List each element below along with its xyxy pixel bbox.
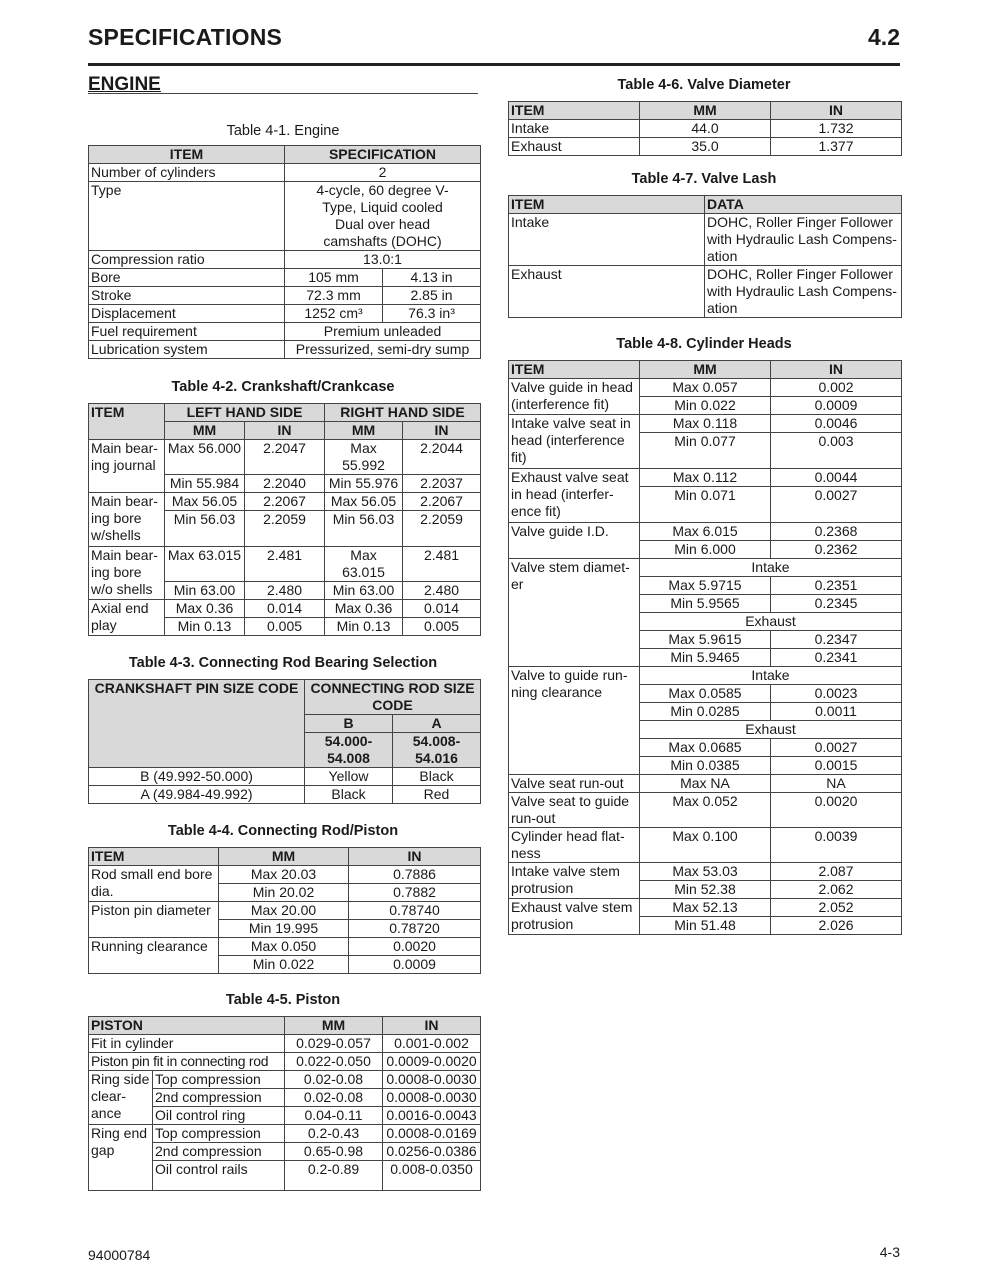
table-row: Valve seat to guide run-out Max 0.052 0.0020 — [509, 793, 902, 828]
table-row: Exhaust — [509, 613, 902, 631]
document-number: 94000784 — [88, 1247, 151, 1263]
table-4-5-caption: Table 4-5. Piston — [225, 992, 341, 1008]
col-header: LEFT HAND SIDE — [165, 404, 325, 422]
table-row: Ring side clear-ance Top compression 0.02-0.08 0.0008-0.0030 — [89, 1071, 481, 1089]
table-row: Min 56.03 2.2059 Min 56.03 2.2059 — [89, 511, 481, 547]
table-row: Min 0.13 0.005 Min 0.13 0.005 — [89, 618, 481, 636]
table-row: Main bear-ing journal Max 56.000 2.2047 Max 55.992 2.2044 — [89, 440, 481, 475]
table-row: Exhaust 35.0 1.377 — [509, 138, 902, 156]
col-header: ITEM — [509, 196, 705, 214]
col-header: ITEM — [509, 361, 640, 379]
table-row: Main bear-ing bore w/shells Max 56.05 2.2067 Max 56.05 2.2067 — [89, 493, 481, 511]
table-row: Max 0.0685 0.0027 — [509, 739, 902, 757]
col-header: ITEM — [89, 146, 285, 164]
col-header: MM — [165, 422, 245, 440]
col-header: 54.008-54.016 — [393, 733, 481, 768]
table-4-1-caption: Table 4-1. Engine — [226, 123, 340, 139]
table-row: Cylinder head flat-ness Max 0.100 0.0039 — [509, 828, 902, 863]
col-header: IN — [771, 102, 902, 120]
table-row: Rod small end bore dia. Max 20.03 0.7886 — [89, 866, 481, 884]
col-header: CRANKSHAFT PIN SIZE CODE — [89, 680, 305, 768]
col-header: IN — [403, 422, 481, 440]
table-row: Min 20.02 0.7882 — [89, 884, 481, 902]
table-4-5-piston — [88, 1016, 481, 1191]
table-4-2-crankshaft — [88, 403, 481, 636]
table-row: Min 0.022 0.0009 — [89, 956, 481, 974]
col-header: DATA — [705, 196, 902, 214]
col-header: ITEM — [89, 848, 219, 866]
table-row: Valve to guide run-ning clearance Intake — [509, 667, 902, 685]
table-row: Axial end play Max 0.36 0.014 Max 0.36 0.014 — [89, 600, 481, 618]
table-row: Exhaust — [509, 721, 902, 739]
header-rule — [88, 63, 900, 66]
col-header: 54.000-54.008 — [305, 733, 393, 768]
table-row: Ring end gap Top compression 0.2-0.43 0.0008-0.0169 — [89, 1125, 481, 1143]
col-header: MM — [640, 361, 771, 379]
table-row: Stroke 72.3 mm 2.85 in — [89, 287, 481, 305]
col-header: MM — [640, 102, 771, 120]
table-row: A (49.984-49.992) Black Red — [89, 786, 481, 804]
table-row: Fit in cylinder 0.029-0.057 0.001-0.002 — [89, 1035, 481, 1053]
table-row: Piston pin diameter Max 20.00 0.78740 — [89, 902, 481, 920]
table-row: Valve stem diamet-er Intake — [509, 559, 902, 577]
col-header: IN — [383, 1017, 481, 1035]
table-row: Type 4-cycle, 60 degree V-Type, Liquid cooled Dual over head camshafts (DOHC) — [89, 182, 481, 251]
table-4-4-caption: Table 4-4. Connecting Rod/Piston — [167, 823, 399, 839]
col-header: IN — [349, 848, 481, 866]
table-row: Max 5.9715 0.2351 — [509, 577, 902, 595]
section-number: 4.2 — [868, 24, 900, 50]
table-row: B (49.992-50.000) Yellow Black — [89, 768, 481, 786]
table-4-2-caption: Table 4-2. Crankshaft/Crankcase — [171, 379, 395, 395]
col-header: ITEM — [509, 102, 640, 120]
table-row: Intake DOHC, Roller Finger Follower with Hydraulic Lash Compens-ation — [509, 214, 902, 266]
table-row: Min 55.984 2.2040 Min 55.976 2.2037 — [89, 475, 481, 493]
col-header: SPECIFICATION — [285, 146, 481, 164]
table-row: Exhaust valve seat in head (interfer-ence fit) Max 0.112 0.0044 — [509, 469, 902, 487]
col-header: RIGHT HAND SIDE — [325, 404, 481, 422]
table-row: Min 19.995 0.78720 — [89, 920, 481, 938]
table-4-6-caption: Table 4-6. Valve Diameter — [617, 77, 791, 93]
table-row: Valve seat run-out Max NA NA — [509, 775, 902, 793]
table-row: Min 5.9565 0.2345 — [509, 595, 902, 613]
table-row: Lubrication system Pressurized, semi-dry sump — [89, 341, 481, 359]
table-row: Number of cylinders 2 — [89, 164, 481, 182]
table-row: Min 0.0285 0.0011 — [509, 703, 902, 721]
col-header: A — [393, 715, 481, 733]
table-row: 2nd compression 0.65-0.98 0.0256-0.0386 — [89, 1143, 481, 1161]
table-row: Displacement 1252 cm³ 76.3 in³ — [89, 305, 481, 323]
col-header: MM — [285, 1017, 383, 1035]
table-row: Exhaust valve stem protrusion Max 52.13 2.052 — [509, 899, 902, 917]
table-row: Min 0.0385 0.0015 — [509, 757, 902, 775]
table-4-3-rod-bearing — [88, 679, 481, 804]
page-header-title: SPECIFICATIONS — [88, 24, 283, 50]
col-header: PISTON — [89, 1017, 285, 1035]
col-header: MM — [219, 848, 349, 866]
col-header: MM — [325, 422, 403, 440]
table-row: Main bear-ing bore w/o shells Max 63.015 2.481 Max 63.015 2.481 — [89, 547, 481, 582]
table-row: Oil control ring 0.04-0.11 0.0016-0.0043 — [89, 1107, 481, 1125]
table-row: Piston pin fit in connecting rod 0.022-0.050 0.0009-0.0020 — [89, 1053, 481, 1071]
table-row: Valve guide in head (interference fit) Max 0.057 0.002 — [509, 379, 902, 397]
table-4-1-engine — [88, 145, 481, 359]
table-row: Intake 44.0 1.732 — [509, 120, 902, 138]
table-row: Bore 105 mm 4.13 in — [89, 269, 481, 287]
table-4-7-valve-lash — [508, 195, 902, 318]
col-header: CONNECTING ROD SIZE CODE — [305, 680, 481, 715]
engine-rule — [88, 93, 478, 94]
table-4-4-rod-piston — [88, 847, 481, 974]
table-4-6-valve-diameter — [508, 101, 902, 156]
table-row: Min 0.071 0.0027 — [509, 487, 902, 523]
table-row: Exhaust DOHC, Roller Finger Follower with Hydraulic Lash Compens-ation — [509, 266, 902, 318]
table-row: Min 63.00 2.480 Min 63.00 2.480 — [89, 582, 481, 600]
page-number: 4-3 — [879, 1244, 900, 1260]
table-row: Oil control rails 0.2-0.89 0.008-0.0350 — [89, 1161, 481, 1191]
table-row: Running clearance Max 0.050 0.0020 — [89, 938, 481, 956]
col-header: IN — [771, 361, 902, 379]
table-row: Min 0.077 0.003 — [509, 433, 902, 469]
table-row: Min 6.000 0.2362 — [509, 541, 902, 559]
table-row: 2nd compression 0.02-0.08 0.0008-0.0030 — [89, 1089, 481, 1107]
table-row: Min 5.9465 0.2341 — [509, 649, 902, 667]
engine-heading: ENGINE — [88, 74, 161, 95]
table-row: Intake valve stem protrusion Max 53.03 2.087 — [509, 863, 902, 881]
col-header: ITEM — [89, 404, 165, 440]
col-header: B — [305, 715, 393, 733]
table-row: Fuel requirement Premium unleaded — [89, 323, 481, 341]
table-row: Min 51.48 2.026 — [509, 917, 902, 935]
table-row: Compression ratio 13.0:1 — [89, 251, 481, 269]
table-row: Max 5.9615 0.2347 — [509, 631, 902, 649]
col-header: IN — [245, 422, 325, 440]
table-row: Max 0.0585 0.0023 — [509, 685, 902, 703]
table-row: Min 52.38 2.062 — [509, 881, 902, 899]
table-4-8-caption: Table 4-8. Cylinder Heads — [616, 336, 792, 352]
table-4-7-caption: Table 4-7. Valve Lash — [631, 171, 777, 187]
table-4-8-cylinder-heads — [508, 360, 902, 935]
table-row: Intake valve seat in head (interference fit) Max 0.118 0.0046 — [509, 415, 902, 433]
table-row: Min 0.022 0.0009 — [509, 397, 902, 415]
table-row: Valve guide I.D. Max 6.015 0.2368 — [509, 523, 902, 541]
table-4-3-caption: Table 4-3. Connecting Rod Bearing Selection — [128, 655, 438, 671]
